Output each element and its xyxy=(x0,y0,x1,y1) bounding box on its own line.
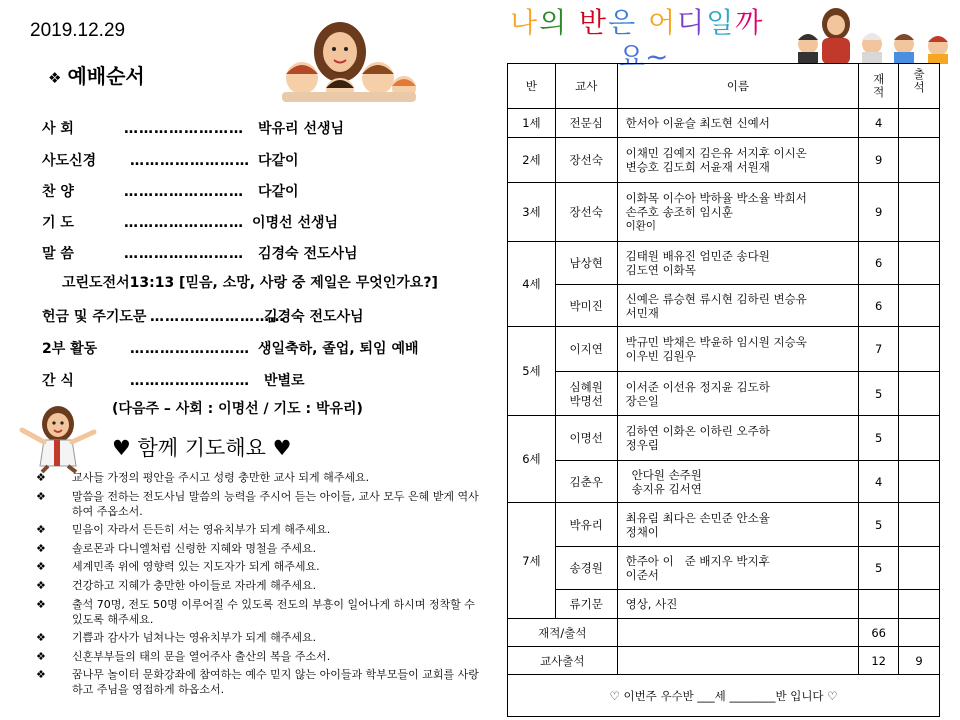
row-teacher: 장선숙 xyxy=(555,138,617,183)
prayer-item xyxy=(36,630,486,645)
order-item-label: 헌금 및 주기도문 xyxy=(42,309,147,325)
order-item-label: 찬 양 xyxy=(42,184,74,200)
name-line: 이환이 xyxy=(625,220,657,232)
nativity-illustration xyxy=(786,6,958,66)
order-item-dots: ……………………… xyxy=(150,309,285,325)
order-item-dots: …………………… xyxy=(130,341,250,357)
order-item-value: 반별로 xyxy=(264,373,305,389)
diamond-bullet-icon: ❖ xyxy=(36,649,46,663)
order-item-label: 사도신경 xyxy=(42,153,97,169)
next-week-note: (다음주 – 사회 : 이명선 / 기도 : 박유리) xyxy=(112,401,363,417)
row-ban: 4세 xyxy=(508,242,556,327)
diamond-bullet-icon: ❖ xyxy=(36,541,46,555)
row-teacher: 류기문 xyxy=(555,590,617,619)
row-names xyxy=(617,109,859,138)
prayer-item xyxy=(36,578,486,593)
name-line: 변승호 김도희 서윤재 서원재 xyxy=(625,160,770,174)
row-attend xyxy=(899,138,940,183)
prayer-item xyxy=(36,541,486,556)
diamond-bullet-icon: ❖ xyxy=(36,578,46,592)
name-line: 이채민 김예지 김은유 서지후 이시온 xyxy=(625,146,807,160)
order-item xyxy=(42,181,299,201)
class-title-char: 나 xyxy=(510,6,540,39)
table-row xyxy=(508,138,940,183)
row-teacher: 이지연 xyxy=(555,327,617,372)
order-item xyxy=(42,306,364,326)
row-enrolled: 5 xyxy=(859,547,899,590)
order-item-label: 말 씀 xyxy=(42,246,74,262)
order-item-label: 간 식 xyxy=(42,373,74,389)
name-line: 영상, 사진 xyxy=(625,597,678,611)
teacher-enrolled: 12 xyxy=(859,647,899,675)
order-item-value: 박유리 선생님 xyxy=(258,121,345,137)
name-line: 신예은 류승현 류시현 김하린 변승유 xyxy=(625,291,807,306)
row-attend xyxy=(899,327,940,372)
order-item xyxy=(42,212,338,232)
order-item-value: 이명선 선생님 xyxy=(252,215,339,231)
name-line: 이우빈 김원우 xyxy=(625,349,696,363)
bulletin-date: 2019.12.29 xyxy=(30,20,126,41)
order-item xyxy=(42,150,299,170)
teacher-attend-blank xyxy=(617,647,859,675)
header-attend xyxy=(899,64,940,109)
name-line: 송지유 김서연 xyxy=(631,481,702,496)
sermon-verse: 고린도전서13:13 [믿음, 소망, 사랑 중 제일은 무엇인가요?] xyxy=(62,275,438,291)
row-attend xyxy=(899,372,940,416)
order-item xyxy=(42,118,344,138)
prayer-item-text: 교사들 가정의 평안을 주시고 성령 충만한 교사 되게 해주세요. xyxy=(72,471,370,484)
diamond-bullet-icon: ❖ xyxy=(36,597,46,611)
worship-order-title xyxy=(48,60,145,89)
prayer-item xyxy=(36,522,486,537)
order-item-value: 다같이 xyxy=(258,184,299,200)
row-names xyxy=(617,327,859,372)
prayer-item xyxy=(36,489,486,519)
best-class-footer: ♡ 이번주 우수반 ___세 ________반 입니다 ♡ xyxy=(508,675,940,717)
name-line: 한서아 이윤슬 최도현 신예서 xyxy=(625,116,770,130)
worship-order-title-text: 예배순서 xyxy=(67,64,145,88)
row-teacher: 남상현 xyxy=(555,242,617,285)
order-item-dots: …………………… xyxy=(130,153,250,169)
table-row xyxy=(508,183,940,242)
row-attend xyxy=(899,183,940,242)
total-blank xyxy=(617,619,859,647)
header-ban: 반 xyxy=(508,64,556,109)
prayer-item xyxy=(36,559,486,574)
row-attend xyxy=(899,109,940,138)
order-item xyxy=(42,338,419,358)
class-title-char xyxy=(637,6,648,39)
row-ban: 7세 xyxy=(508,503,556,619)
diamond-bullet-icon: ❖ xyxy=(48,69,62,87)
order-item-value: 다같이 xyxy=(258,153,299,169)
name-line: 이서준 이선유 정지윤 김도하 xyxy=(625,379,770,394)
prayer-title: ♥ 함께 기도해요 ♥ xyxy=(112,436,292,460)
diamond-bullet-icon: ❖ xyxy=(36,631,46,645)
order-item-dots: …………………… xyxy=(124,215,244,231)
name-line: 이준서 xyxy=(625,568,659,582)
name-line: 최유림 최다은 손민준 안소율 xyxy=(625,510,770,525)
prayer-item xyxy=(36,597,486,627)
row-attend xyxy=(899,503,940,547)
row-attend xyxy=(899,590,940,619)
row-enrolled: 7 xyxy=(859,327,899,372)
diamond-bullet-icon: ❖ xyxy=(36,668,46,682)
order-item-label: 기 도 xyxy=(42,215,74,231)
name-line: 한주아 이 준 배지우 박지후 xyxy=(625,554,770,568)
teacher-line: 박명선 xyxy=(569,393,603,408)
prayer-item xyxy=(36,649,486,664)
header-enrolled xyxy=(859,64,899,109)
row-enrolled: 9 xyxy=(859,183,899,242)
class-title xyxy=(510,6,764,40)
table-row xyxy=(508,109,940,138)
row-teacher: 박유리 xyxy=(555,503,617,547)
name-line: 김태원 배유진 엄민준 송다원 xyxy=(625,249,770,263)
row-enrolled: 5 xyxy=(859,503,899,547)
row-ban: 3세 xyxy=(508,183,556,242)
prayer-item xyxy=(36,470,486,485)
row-attend xyxy=(899,416,940,461)
row-names xyxy=(617,372,859,416)
row-teacher: 장선숙 xyxy=(555,183,617,242)
running-jesus-illustration xyxy=(14,404,102,474)
row-teacher: 송경원 xyxy=(555,547,617,590)
order-item-value: 김경숙 전도사님 xyxy=(258,246,358,262)
order-item xyxy=(42,370,305,390)
teacher-line: 심혜원 xyxy=(569,379,603,394)
header-names: 이름 xyxy=(617,64,859,109)
table-row xyxy=(508,547,940,590)
prayer-item-text: 꿈나무 놀이터 문화강좌에 참여하는 예수 믿지 않는 아이들과 학부모들이 교회를 사랑하고 주님을 영접하게 하옵소서. xyxy=(72,668,479,697)
prayer-item-text: 신혼부부들의 태의 문을 열어주사 출산의 복을 주소서. xyxy=(72,649,331,663)
teacher-attend-label: 교사출석 xyxy=(508,647,618,675)
header-enrolled-text: 재적 xyxy=(873,72,885,99)
row-names xyxy=(617,242,859,285)
table-row xyxy=(508,242,940,285)
class-title-line2: 요~ xyxy=(618,40,669,73)
diamond-bullet-icon: ❖ xyxy=(36,471,46,484)
row-teacher: 김춘우 xyxy=(555,461,617,503)
order-item xyxy=(42,243,358,263)
prayer-item-text: 믿음이 자라서 든든히 서는 영유치부가 되게 해주세요. xyxy=(72,523,331,537)
row-names xyxy=(617,461,859,503)
name-line: 서민재 xyxy=(625,305,659,320)
row-names xyxy=(617,503,859,547)
row-enrolled: 5 xyxy=(859,372,899,416)
diamond-bullet-icon: ❖ xyxy=(36,560,46,574)
prayer-item-text: 기쁨과 감사가 넘쳐나는 영유치부가 되게 해주세요. xyxy=(72,631,317,645)
prayer-item-text: 세계민족 위에 영향력 있는 지도자가 되게 해주세요. xyxy=(72,560,320,574)
name-line: 이화목 이수아 박하율 박소율 박희서 xyxy=(625,191,807,205)
prayer-item-text: 솔로몬과 다니엘처럼 신령한 지혜와 명철을 주세요. xyxy=(72,541,317,555)
class-title-char: 까 xyxy=(735,6,765,39)
row-attend xyxy=(899,285,940,327)
row-ban: 1세 xyxy=(508,109,556,138)
diamond-bullet-icon: ❖ xyxy=(36,489,46,503)
table-row xyxy=(508,461,940,503)
name-line: 김하연 이화온 이하린 오주하 xyxy=(625,424,770,438)
footer-row xyxy=(508,675,940,717)
class-title-char xyxy=(568,6,579,39)
order-item-value: 김경숙 전도사님 xyxy=(264,309,364,325)
row-enrolled: 5 xyxy=(859,416,899,461)
table-row xyxy=(508,372,940,416)
jesus-children-illustration xyxy=(262,16,420,104)
row-names xyxy=(617,138,859,183)
order-item-label: 사 회 xyxy=(42,121,74,137)
row-enrolled xyxy=(859,590,899,619)
table-row xyxy=(508,285,940,327)
order-item-dots: …………………… xyxy=(124,121,244,137)
row-names xyxy=(617,416,859,461)
header-attend-text: 출석 xyxy=(913,67,925,94)
row-teacher xyxy=(555,372,617,416)
row-enrolled: 4 xyxy=(859,109,899,138)
class-title-char: 디 xyxy=(677,6,707,39)
row-ban: 5세 xyxy=(508,327,556,416)
row-enrolled: 4 xyxy=(859,461,899,503)
attendance-table xyxy=(507,63,940,717)
total-enrolled: 66 xyxy=(859,619,899,647)
class-title-char: 일 xyxy=(706,6,736,39)
total-attend xyxy=(899,619,940,647)
row-enrolled: 6 xyxy=(859,242,899,285)
total-label: 재적/출석 xyxy=(508,619,618,647)
table-row xyxy=(508,503,940,547)
table-row xyxy=(508,416,940,461)
diamond-bullet-icon: ❖ xyxy=(36,523,46,537)
row-names xyxy=(617,183,859,242)
row-enrolled: 9 xyxy=(859,138,899,183)
order-item-dots: …………………… xyxy=(130,373,250,389)
teacher-attend-row xyxy=(508,647,940,675)
table-header-row xyxy=(508,64,940,109)
row-ban: 6세 xyxy=(508,416,556,503)
prayer-item-text: 말씀을 전하는 전도사님 말씀의 능력을 주시어 듣는 아이들, 교사 모두 은혜 받게 역사하여 주옵소서. xyxy=(72,489,479,518)
row-ban: 2세 xyxy=(508,138,556,183)
row-enrolled: 6 xyxy=(859,285,899,327)
name-line: 정우림 xyxy=(625,438,659,452)
name-line: 손주호 송조히 임시훈 xyxy=(625,205,733,219)
prayer-list xyxy=(36,470,486,701)
order-item-dots: …………………… xyxy=(124,184,244,200)
name-line: 박규민 박채은 박윤하 임시원 지승욱 xyxy=(625,335,807,349)
row-attend xyxy=(899,461,940,503)
row-attend xyxy=(899,242,940,285)
header-teacher: 교사 xyxy=(555,64,617,109)
row-attend xyxy=(899,547,940,590)
prayer-item xyxy=(36,667,486,697)
row-names xyxy=(617,547,859,590)
class-title-char: 은 xyxy=(608,6,638,39)
name-line: 김도연 이화목 xyxy=(625,263,696,277)
prayer-item-text: 출석 70명, 전도 50명 이루어질 수 있도록 전도의 부흥이 일어나게 하시며 정착할 수 있도록 해주세요. xyxy=(72,597,475,626)
row-names xyxy=(617,285,859,327)
teacher-attend-count: 9 xyxy=(899,647,940,675)
order-item-label: 2부 활동 xyxy=(42,341,98,357)
total-row xyxy=(508,619,940,647)
order-item-value: 생일축하, 졸업, 퇴임 예배 xyxy=(258,341,419,357)
row-names xyxy=(617,590,859,619)
name-line: 정채이 xyxy=(625,524,659,539)
class-title-char: 반 xyxy=(579,6,609,39)
row-teacher: 박미진 xyxy=(555,285,617,327)
table-row xyxy=(508,590,940,619)
table-row xyxy=(508,327,940,372)
class-title-char: 의 xyxy=(539,6,569,39)
name-line: 안다원 손주원 xyxy=(631,467,702,482)
row-teacher: 이명선 xyxy=(555,416,617,461)
class-title-char: 어 xyxy=(648,6,678,39)
prayer-item-text: 건강하고 지혜가 충만한 아이들로 자라게 해주세요. xyxy=(72,578,317,592)
name-line: 장은일 xyxy=(625,393,659,408)
order-item-dots: …………………… xyxy=(124,246,244,262)
row-teacher: 전문심 xyxy=(555,109,617,138)
